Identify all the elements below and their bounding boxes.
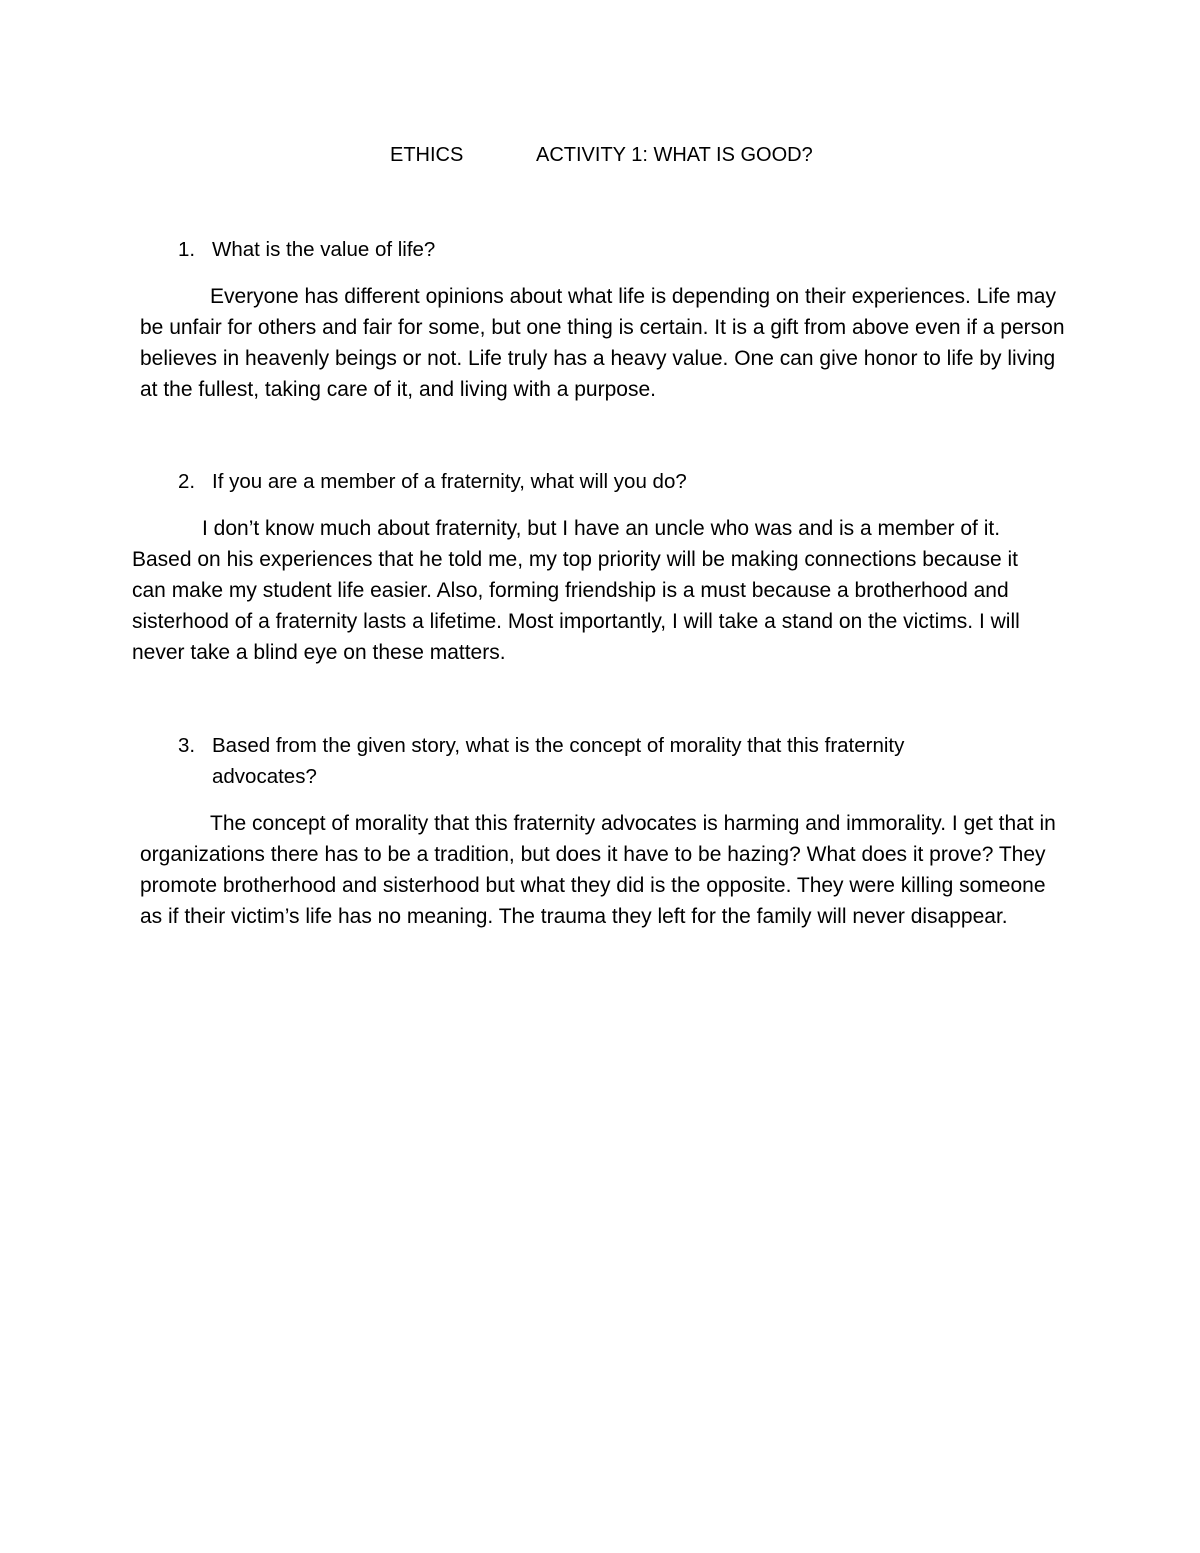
document-header (0, 144, 1200, 172)
question-number: 1. (178, 238, 196, 261)
answer-3: The concept of morality that this fraternity advocates is harming and immorality. I get that in organizations there has to be a tradition, but does it have to be hazing? What does it prove? They promote brotherhood and sisterhood but what they did is the opposite. They were killing someone as if their victim’s life has no meaning. The trauma they left for the family will never disappear. (140, 812, 1056, 928)
activity-title: ACTIVITY 1: WHAT IS GOOD? (536, 144, 813, 166)
answer-2: I don’t know much about fraternity, but I have an uncle who was and is a member of it. Based on his experiences that he told me, my top priority will be making connections because it can make my student life easier. Also, forming friendship is a must because a brotherhood and sisterhood of a fraternity lasts a lifetime. Most importantly, I will take a stand on the victims. I will never take a blind eye on these matters. (132, 517, 1020, 664)
question-text: If you are a member of a fraternity, what will you do? (212, 470, 687, 493)
question-number: 2. (178, 470, 196, 493)
question-text: What is the value of life? (212, 238, 436, 261)
question-number: 3. (178, 734, 196, 757)
question-text: Based from the given story, what is the concept of morality that this fraternity advocates? (212, 734, 905, 788)
course-title: ETHICS (390, 144, 464, 166)
answer-1: Everyone has different opinions about what life is depending on their experiences. Life may be unfair for others and fair for some, but one thing is certain. It is a gift from above even if a person believes in heavenly beings or not. Life truly has a heavy value. One can give honor to life by living at the fullest, taking care of it, and living with a purpose. (140, 285, 1065, 401)
